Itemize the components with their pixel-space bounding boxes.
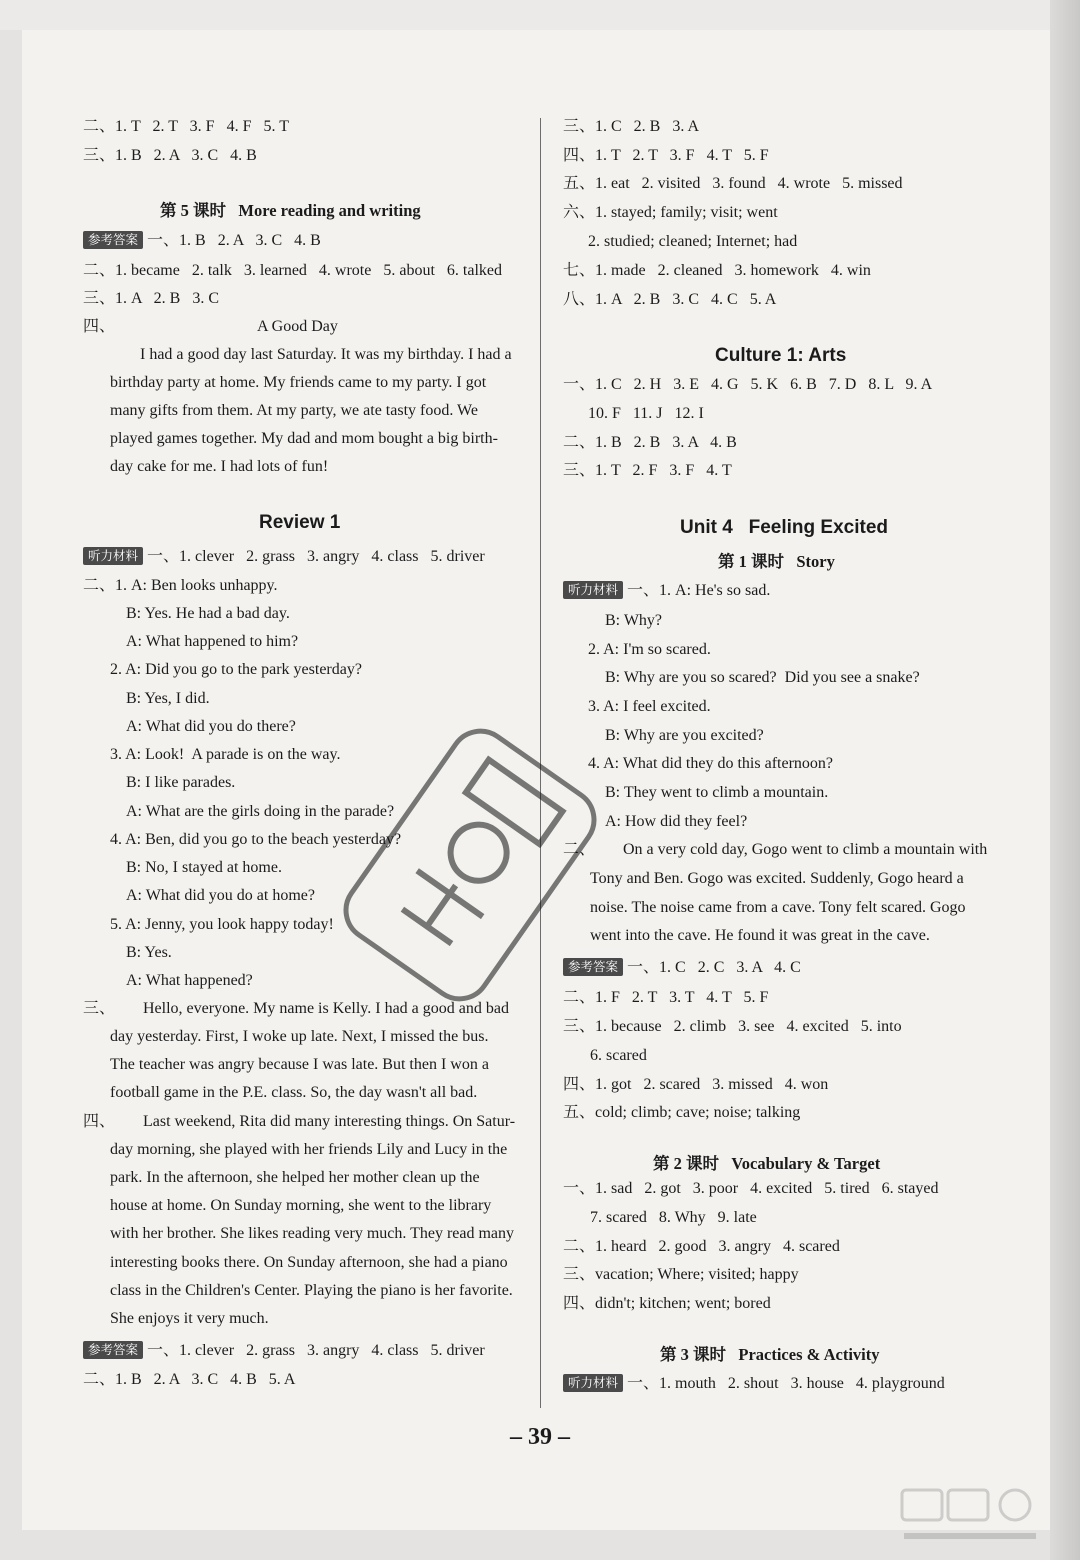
essay-title: A Good Day xyxy=(257,318,338,335)
answer-line: 四、didn't; kitchen; went; bored xyxy=(563,1295,771,1312)
top-margin xyxy=(0,0,1080,30)
dialog-line: B: Why? xyxy=(605,612,663,629)
answer-text: 一、1. A: He's so sad. xyxy=(627,582,771,599)
answer-line: 二、1. B 2. A 3. C 4. B 5. A xyxy=(83,1371,296,1388)
answer-line: 三、1. because 2. climb 3. see 4. excited 5. into xyxy=(563,1018,902,1035)
answer-line: 6. scared xyxy=(590,1047,647,1064)
dialog-line: A: What did you do at home? xyxy=(126,887,315,904)
site-watermark xyxy=(900,1488,1040,1548)
book-spine-shadow xyxy=(1050,0,1080,1560)
essay-line: I had a good day last Saturday. It was my birthday. I had a xyxy=(140,346,512,363)
essay-line: many gifts from them. At my party, we ate tasty food. We xyxy=(110,402,478,419)
answer-line xyxy=(83,1341,485,1361)
passage-line: with her brother. She likes reading very much. They read many xyxy=(110,1225,515,1242)
section-label: 二、 xyxy=(563,841,596,858)
listening-tag: 听力材料 xyxy=(83,547,143,565)
answer-line xyxy=(563,581,770,601)
dialog-line: B: Yes. He had a bad day. xyxy=(126,605,290,622)
dialog-line: A: What are the girls doing in the parade? xyxy=(126,803,395,820)
dialog-line: B: I like parades. xyxy=(126,774,236,791)
answer-line: 二、1. heard 2. good 3. angry 4. scared xyxy=(563,1238,840,1255)
answer-line: 三、1. B 2. A 3. C 4. B xyxy=(83,147,257,164)
column-divider xyxy=(540,118,541,1408)
dialog-line: A: What happened? xyxy=(126,972,253,989)
answer-line: 五、cold; climb; cave; noise; talking xyxy=(563,1104,801,1121)
answer-text: 一、1. B 2. A 3. C 4. B xyxy=(147,232,321,249)
passage-line: The teacher was angry because I was late. But then I won a xyxy=(110,1056,489,1073)
dialog-line: B: Why are you so scared? Did you see a snake? xyxy=(605,669,920,686)
listening-tag: 听力材料 xyxy=(563,1374,623,1392)
answer-line: 四、1. T 2. T 3. F 4. T 5. F xyxy=(563,147,769,164)
dialog-line: B: Why are you excited? xyxy=(605,727,764,744)
answers-tag: 参考答案 xyxy=(563,958,623,976)
dialog-line: 5. A: Jenny, you look happy today! xyxy=(110,916,334,933)
answer-text: 一、1. clever 2. grass 3. angry 4. class 5. driver xyxy=(147,1342,485,1359)
review-heading: Review 1 xyxy=(259,512,341,533)
dialog-line: A: What happened to him? xyxy=(126,633,299,650)
passage-line: On a very cold day, Gogo went to climb a mountain with xyxy=(623,841,988,858)
passage-line: Last weekend, Rita did many interesting things. On Satur- xyxy=(143,1113,516,1130)
section-label: 三、 xyxy=(83,1000,116,1017)
answer-line: 二、1. became 2. talk 3. learned 4. wrote 5. about 6. talked xyxy=(83,262,502,279)
dialog-line: B: No, I stayed at home. xyxy=(126,859,282,876)
answer-line: 二、1. T 2. T 3. F 4. F 5. T xyxy=(83,118,289,135)
answer-line: 二、1. B 2. B 3. A 4. B xyxy=(563,434,737,451)
lesson-heading: 第 1 课时 Story xyxy=(718,552,835,571)
passage-line: She enjoys it very much. xyxy=(110,1310,269,1327)
answer-line xyxy=(83,547,485,567)
passage-line: park. In the afternoon, she helped her mother clean up the xyxy=(110,1169,480,1186)
answer-line: 2. studied; cleaned; Internet; had xyxy=(588,233,798,250)
section-label: 四、 xyxy=(83,1113,116,1130)
answer-line xyxy=(563,1374,945,1394)
answer-line xyxy=(563,958,801,978)
dialog-line: B: Yes. xyxy=(126,944,172,961)
dialog-line: 4. A: What did they do this afternoon? xyxy=(588,755,833,772)
dialog-line: 3. A: I feel excited. xyxy=(588,698,711,715)
passage-line: noise. The noise came from a cave. Tony felt scared. Gogo xyxy=(590,899,966,916)
answer-line: 六、1. stayed; family; visit; went xyxy=(563,204,778,221)
dialog-line: B: They went to climb a mountain. xyxy=(605,784,829,801)
essay-line: birthday party at home. My friends came to my party. I got xyxy=(110,374,487,391)
dialog-line: 4. A: Ben, did you go to the beach yesterday? xyxy=(110,831,402,848)
culture-heading: Culture 1: Arts xyxy=(715,345,847,366)
answer-line: 八、1. A 2. B 3. C 4. C 5. A xyxy=(563,291,777,308)
answer-text: 一、1. C 2. C 3. A 4. C xyxy=(627,959,801,976)
lesson-heading: 第 3 课时 Practices & Activity xyxy=(660,1345,880,1364)
answer-line: 三、1. A 2. B 3. C xyxy=(83,290,220,307)
dialog-line: 3. A: Look! A parade is on the way. xyxy=(110,746,341,763)
dialog-line: A: What did you do there? xyxy=(126,718,296,735)
answer-text: 一、1. mouth 2. shout 3. house 4. playground xyxy=(627,1375,945,1392)
dialog-line: A: How did they feel? xyxy=(605,813,748,830)
section-label: 四、 xyxy=(83,318,116,335)
answer-line: 七、1. made 2. cleaned 3. homework 4. win xyxy=(563,262,871,279)
answer-line: 五、1. eat 2. visited 3. found 4. wrote 5. missed xyxy=(563,175,903,192)
passage-line: class in the Children's Center. Playing the piano is her favorite. xyxy=(110,1282,513,1299)
answers-tag: 参考答案 xyxy=(83,1341,143,1359)
passage-line: Hello, everyone. My name is Kelly. I had a good and bad xyxy=(143,1000,509,1017)
passage-line: went into the cave. He found it was great in the cave. xyxy=(590,927,930,944)
answer-line: 四、1. got 2. scared 3. missed 4. won xyxy=(563,1076,829,1093)
essay-line: day cake for me. I had lots of fun! xyxy=(110,458,329,475)
passage-line: interesting books there. On Sunday afternoon, she had a piano xyxy=(110,1254,508,1271)
unit-heading: Unit 4 Feeling Excited xyxy=(680,517,888,538)
lesson-heading: 第 5 课时 More reading and writing xyxy=(160,201,421,220)
lesson-heading: 第 2 课时 Vocabulary & Target xyxy=(653,1154,881,1173)
answer-line: 三、vacation; Where; visited; happy xyxy=(563,1266,799,1283)
essay-line: played games together. My dad and mom bought a big birth- xyxy=(110,430,498,447)
answer-line: 三、1. T 2. F 3. F 4. T xyxy=(563,462,732,479)
answer-line: 二、1. F 2. T 3. T 4. T 5. F xyxy=(563,989,769,1006)
dialog-line: B: Yes, I did. xyxy=(126,690,210,707)
passage-line: football game in the P.E. class. So, the day wasn't all bad. xyxy=(110,1084,478,1101)
page-number: – 39 – xyxy=(510,1424,570,1450)
passage-line: day morning, she played with her friends Lily and Lucy in the xyxy=(110,1141,508,1158)
passage-line: Tony and Ben. Gogo was excited. Suddenly, Gogo heard a xyxy=(590,870,964,887)
passage-line: house at home. On Sunday morning, she went to the library xyxy=(110,1197,492,1214)
answers-tag: 参考答案 xyxy=(83,231,143,249)
answer-line: 一、1. sad 2. got 3. poor 4. excited 5. tired 6. stayed xyxy=(563,1180,939,1197)
answer-line: 10. F 11. J 12. I xyxy=(588,405,704,422)
dialog-line: 2. A: Did you go to the park yesterday? xyxy=(110,661,362,678)
answer-line: 三、1. C 2. B 3. A xyxy=(563,118,700,135)
answer-line: 一、1. C 2. H 3. E 4. G 5. K 6. B 7. D 8. L 9. A xyxy=(563,376,933,393)
passage-line: day yesterday. First, I woke up late. Next, I missed the bus. xyxy=(110,1028,489,1045)
dialog-line: 2. A: I'm so scared. xyxy=(588,641,711,658)
answer-line xyxy=(83,231,321,251)
listening-tag: 听力材料 xyxy=(563,581,623,599)
answer-line: 7. scared 8. Why 9. late xyxy=(590,1209,757,1226)
answer-text: 一、1. clever 2. grass 3. angry 4. class 5. driver xyxy=(147,548,485,565)
dialog-line: 二、1. A: Ben looks unhappy. xyxy=(83,577,278,594)
